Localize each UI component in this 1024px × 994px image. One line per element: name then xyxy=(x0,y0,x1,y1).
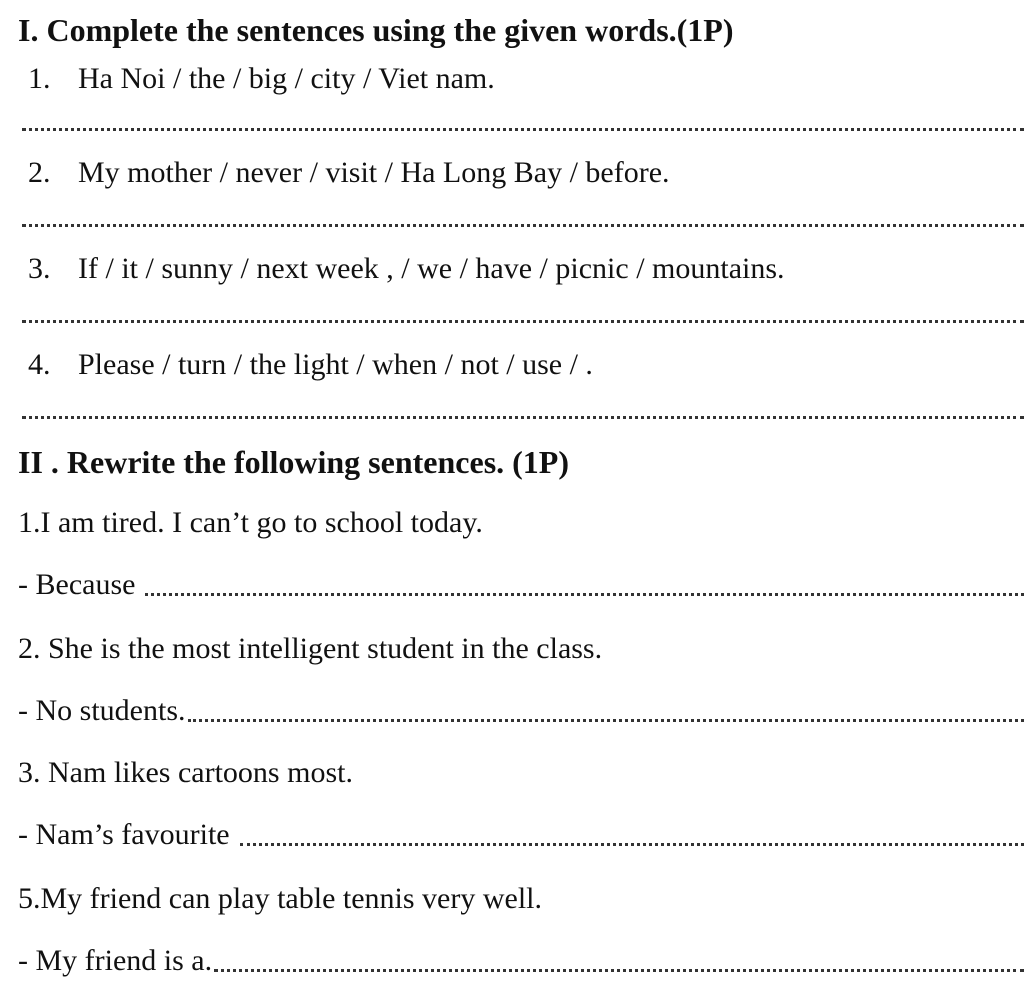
prompt-text: - No students. xyxy=(18,694,186,727)
part2-prompt-4 xyxy=(18,946,1024,976)
part2-prompt-2 xyxy=(18,696,1024,726)
answer-line-1[interactable] xyxy=(22,128,1024,131)
answer-line-6[interactable] xyxy=(188,719,1024,722)
part2-heading: II . Rewrite the following sentences. (1P) xyxy=(18,444,569,480)
item-text: Please / turn / the light / when / not / use / . xyxy=(78,348,593,381)
answer-line-4[interactable] xyxy=(22,416,1024,419)
answer-line-7[interactable] xyxy=(240,843,1024,846)
prompt-text: - My friend is a. xyxy=(18,944,213,977)
answer-line-2[interactable] xyxy=(22,224,1024,227)
part2-sentence-4: 5.My friend can play table tennis very well. xyxy=(18,882,543,915)
item-number: 2. xyxy=(28,156,51,189)
part1-item-3 xyxy=(28,254,785,284)
part2-sentence-1: 1.I am tired. I can’t go to school today. xyxy=(18,506,483,539)
item-text: If / it / sunny / next week , / we / have / picnic / mountains. xyxy=(78,252,785,285)
answer-line-5[interactable] xyxy=(145,593,1024,596)
part1-heading: I. Complete the sentences using the given words.(1P) xyxy=(18,12,734,48)
item-number: 4. xyxy=(28,348,51,381)
prompt-text: - Nam’s favourite xyxy=(18,818,230,851)
answer-line-3[interactable] xyxy=(22,320,1024,323)
item-number: 3. xyxy=(28,252,51,285)
item-text: Ha Noi / the / big / city / Viet nam. xyxy=(78,62,495,95)
prompt-text: - Because xyxy=(18,568,136,601)
part2-sentence-3: 3. Nam likes cartoons most. xyxy=(18,756,353,789)
part1-item-1 xyxy=(28,64,495,94)
part1-item-4 xyxy=(28,350,593,380)
part2-prompt-3 xyxy=(18,820,1024,850)
part2-sentence-2: 2. She is the most intelligent student in the class. xyxy=(18,632,603,665)
answer-line-8[interactable] xyxy=(214,969,1024,972)
part1-item-2 xyxy=(28,158,670,188)
part2-prompt-1 xyxy=(18,570,1024,600)
item-text: My mother / never / visit / Ha Long Bay / before. xyxy=(78,156,670,189)
item-number: 1. xyxy=(28,62,51,95)
